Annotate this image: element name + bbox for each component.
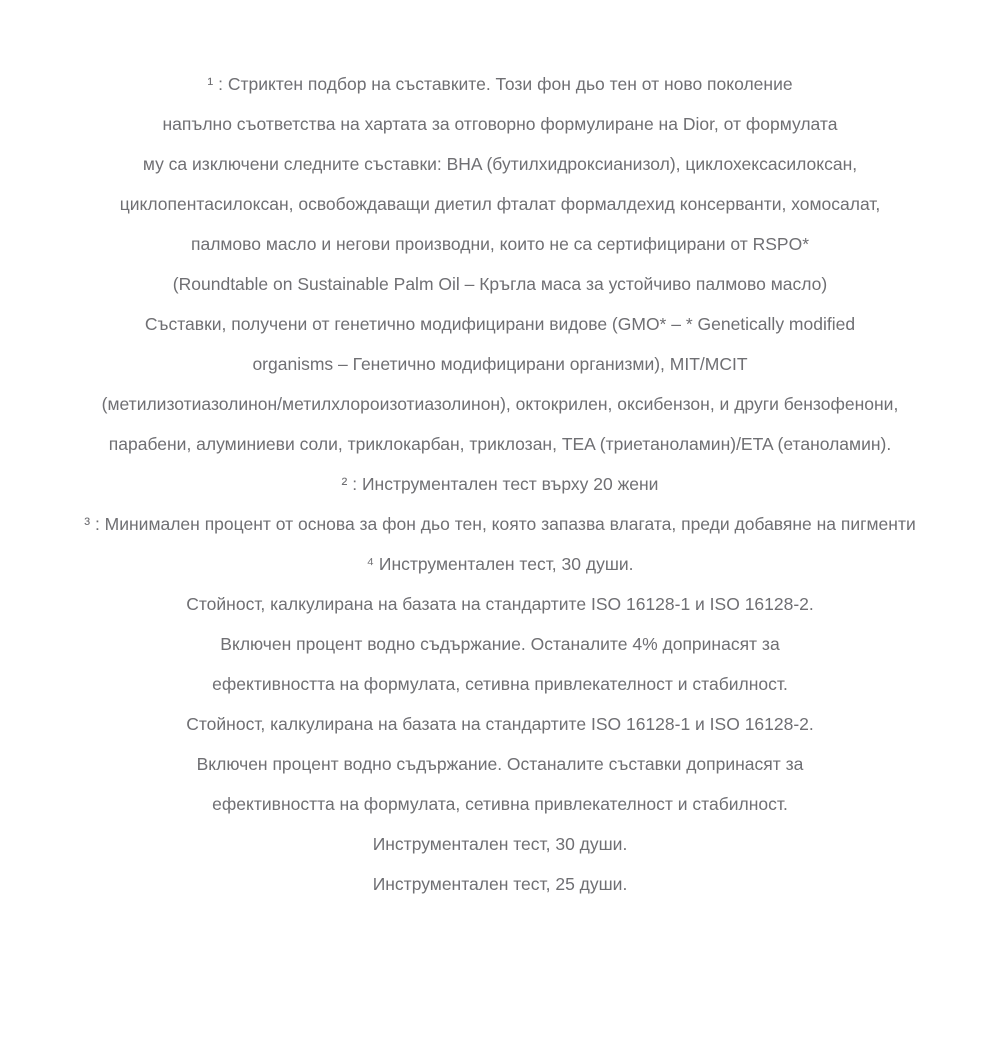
footnote-line: напълно съответства на хартата за отговорно формулиране на Dior, от формулата xyxy=(162,114,838,134)
footnote-line: ⁴ Инструментален тест, 30 души. xyxy=(366,554,634,574)
footnote-line: Инструментален тест, 25 души. xyxy=(372,874,628,894)
footnote-line: Включен процент водно съдържание. Останалите съставки допринасят за xyxy=(196,754,804,774)
footnote-line: Стойност, калкулирана на базата на стандартите ISO 16128-1 и ISO 16128-2. xyxy=(186,594,814,614)
footnote-line: organisms – Генетично модифицирани организми), MIT/MCIT xyxy=(252,354,748,374)
footnote-line: Съставки, получени от генетично модифицирани видове (GMO* – * Genetically modified xyxy=(144,314,856,334)
footnote-line: Стойност, калкулирана на базата на стандартите ISO 16128-1 и ISO 16128-2. xyxy=(186,714,814,734)
footnote-line: ефективността на формулата, сетивна привлекателност и стабилност. xyxy=(212,674,788,694)
footnote-line: парабени, алуминиеви соли, триклокарбан, триклозан, TEA (триетаноламин)/ETA (етаноламин). xyxy=(108,434,892,454)
footnote-line: ³ : Минимален процент от основа за фон дьо тен, която запазва влагата, преди добавяне на пигменти xyxy=(84,514,916,534)
footnote-line: (Roundtable on Sustainable Palm Oil – Кръгла маса за устойчиво палмово масло) xyxy=(172,274,828,294)
footnote-line: ефективността на формулата, сетивна привлекателност и стабилност. xyxy=(212,794,788,814)
footnotes-block xyxy=(0,64,1000,904)
footnote-line: циклопентасилоксан, освобождаващи диетил фталат формалдехид консерванти, хомосалат, xyxy=(119,194,881,214)
footnote-line: Инструментален тест, 30 души. xyxy=(372,834,628,854)
footnote-line: палмово масло и негови производни, които не са сертифицирани от RSPO* xyxy=(190,234,810,254)
footnote-line: ² : Инструментален тест върху 20 жени xyxy=(341,474,659,494)
footnote-line: Включен процент водно съдържание. Останалите 4% допринасят за xyxy=(220,634,780,654)
footnote-line: му са изключени следните съставки: BHA (бутилхидроксианизол), циклохексасилоксан, xyxy=(142,154,858,174)
footnote-line: (метилизотиазолинон/метилхлороизотиазолинон), октокрилен, оксибензон, и други бензофенони, xyxy=(101,394,899,414)
footnote-line: ¹ : Стриктен подбор на съставките. Този фон дьо тен от ново поколение xyxy=(207,74,793,94)
